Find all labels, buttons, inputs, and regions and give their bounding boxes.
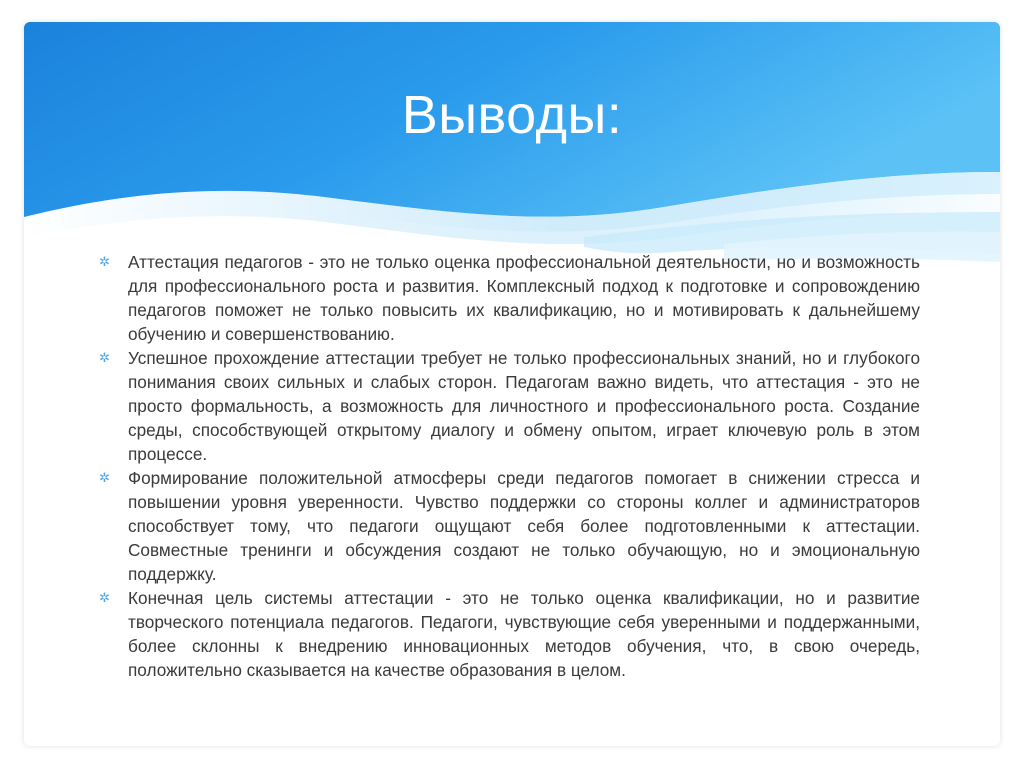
slide — [24, 22, 1000, 746]
bullet-item — [99, 466, 920, 586]
slide-title: Выводы: — [401, 85, 623, 145]
bullet-star-icon: ✲ — [99, 350, 110, 365]
bullet-item — [99, 346, 920, 466]
bullet-star-icon: ✲ — [99, 254, 110, 269]
bullet-text: Конечная цель системы аттестации - это не только оценка квалификации, но и развитие творческого потенциала педагогов. Педагоги, чувствующие себя уверенными и поддержанными, более склонны к внедрению инновационных методов обучения, что, в свою очередь, положительно сказывается на качестве образования в целом. — [128, 588, 920, 680]
bullet-star-icon: ✲ — [99, 470, 110, 485]
bullet-text: Аттестация педагогов - это не только оценка профессиональной деятельности, но и возможность для профессионального роста и развития. Комплексный подход к подготовке и сопровождению педагогов поможет не только повысить их квалификацию, но и мотивировать к дальнейшему обучению и совершенствованию. — [128, 252, 920, 344]
bullet-item — [99, 586, 920, 682]
bullet-text: Успешное прохождение аттестации требует не только профессиональных знаний, но и глубокого понимания своих сильных и слабых сторон. Педагогам важно видеть, что аттестация - это не просто формальность, а возможность для личностного и профессионального роста. Создание среды, способствующей открытому диалогу и обмену опытом, играет ключевую роль в этом процессе. — [128, 348, 920, 464]
bullet-text: Формирование положительной атмосферы среди педагогов помогает в снижении стресса и повышении уровня уверенности. Чувство поддержки со стороны коллег и администраторов способствует тому, что педагоги ощущают себя более подготовленными к аттестации. Совместные тренинги и обсуждения создают не только обучающую, но и эмоциональную поддержку. — [128, 468, 920, 584]
bullet-star-icon: ✲ — [99, 590, 110, 605]
bullet-item — [99, 250, 920, 346]
bullet-list — [99, 250, 920, 682]
